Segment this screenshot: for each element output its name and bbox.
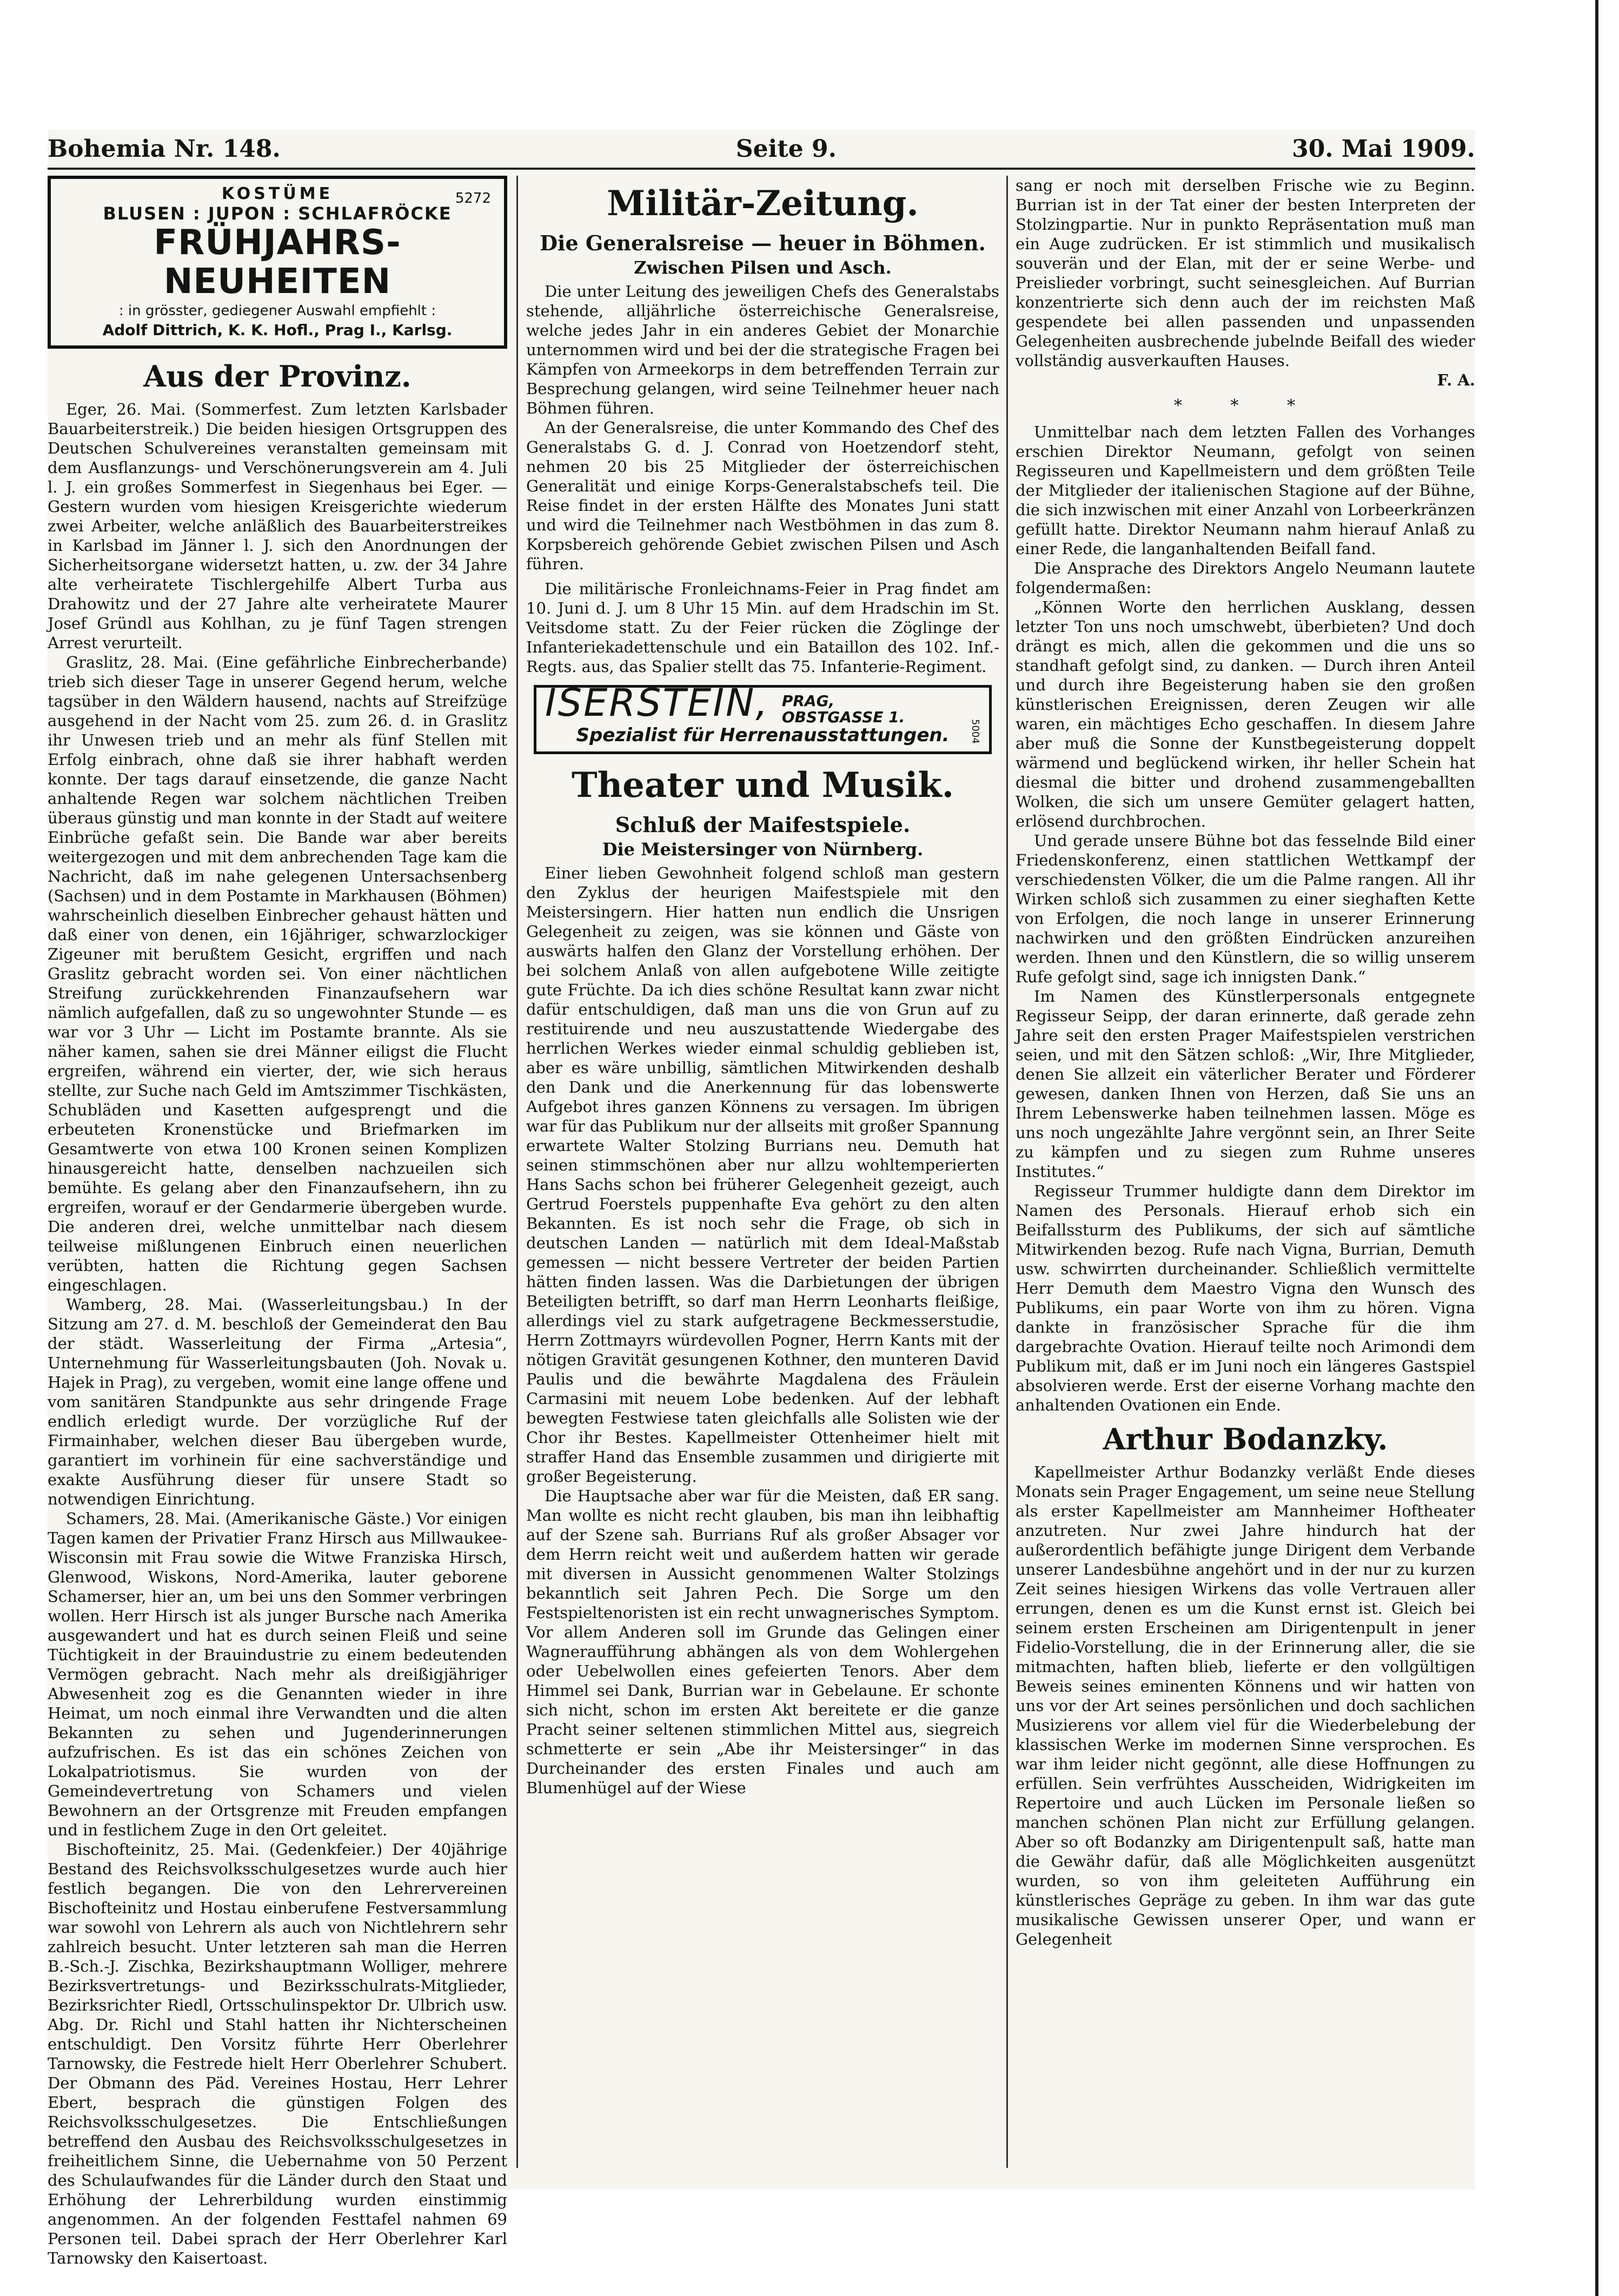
article-paragraph: sang er noch mit derselben Frische wie zu Beginn. Burrian ist in der Tat einer der besten Interpreten der Stolzingpartie. Nur in punkto Repräsentation muß man ein Auge zudrücken. Er ist stimmlich und musikalisch souverän und der Elan, mit der er seine Werbe- und Preislieder vorbringt, sucht seinesgleichen. Auf Burrian konzentrierte sich denn auch der im reichsten Maß gespendete bei allen passenden und unpassenden Gelegenheiten ausbrechende jubelnde Beifall des wieder vollständig ausverkauften Hauses. <box>1016 176 1475 370</box>
article-headline: Schluß der Maifestspiele. <box>615 813 911 837</box>
article-paragraph: Kapellmeister Arthur Bodanzky verläßt Ende dieses Monats sein Prager Engagement, um seine neue Stellung als erster Kapellmeister am Mannheimer Hoftheater anzutreten. Nur zwei Jahre hindurch hat der außerordentlich befähigte junge Dirigent dem Verbande unserer Landesbühne angehört und in der nur zu kurzen Zeit seines hiesigen Wirkens das volle Vertrauen aller errungen, denen es um die Kunst ernst ist. Gleich bei seinem ersten Erscheinen am Dirigentenpult in jener Fidelio-Vorstellung, die in der Erinnerung aller, die sie mitmachten, haften blieb, lieferte er den vollgültigen Beweis seines eminenten Könnens und wir hatten von uns vor der Art seines persönlichen und doch sachlichen Musizierens vor allem viel für die Wiederbelebung der klassischen Werke im modernen Sinne versprochen. Es war ihm leider nicht gegönnt, alle diese Hoffnungen zu erfüllen. Sein verfrühtes Ausscheiden, Widrigkeiten im Repertoire und auch Lücken im Personale ließen so manchen schönen Plan nicht zur Erfüllung gelangen. Aber so oft Bodanzky am Dirigentenpult saß, hatte man die Gewähr dafür, daß alle Möglichkeiten ausgenützt wurden, so von ihm geleiteten Aufführung ein künstlerisches Gepräge zu geben. In ihm war das gute musikalische Gewissen unserer Oper, und wann er Gelegenheit <box>1016 1463 1475 1948</box>
ad-line: Adolf Dittrich, K. K. Hofl., Prag I., Karlsg. <box>102 321 453 339</box>
article-paragraph: An der Generalsreise, die unter Kommando des Chef des Generalstabs G. d. J. Conrad von Hoetzendorf steht, nehmen 20 bis 25 Mitglieder der österreichischen Generalität und einige Korps-Generalstabschefs teil. Die Reise findet in der ersten Hälfte des Monates Juni statt und wird die Teilnehmer nach Westböhmen in das zum 8. Korpsbereich gehörende Gebiet zwischen Pilsen und Asch führen. <box>526 418 999 573</box>
scan-border-right <box>1595 0 1598 2296</box>
article-headline: Die Generalsreise — heuer in Böhmen. <box>540 231 986 255</box>
paper-name: Bohemia Nr. 148. <box>48 135 281 163</box>
article-paragraph: Eger, 26. Mai. (Sommerfest. Zum letzten Karlsbader Bauarbeiterstreik.) Die beiden hiesigen Ortsgruppen des Deutschen Schulvereines veranstalten gemeinsam mit dem Ausflanzungs- und Verschönerungsverein am 4. Juli l. J. ein großes Sommerfest in Siegenhaus bei Eger. — Gestern wurden vom hiesigen Kreisgerichte wiederum zwei Arbeiter, welche anläßlich des Bauarbeiterstreikes in Karlsbad im Jänner l. J. sich den Anordnungen der Sicherheitsorgane widersetzt hatten, u. zw. der 34 Jahre alte verheiratete Tischlergehilfe Albert Turba aus Drahowitz und der 27 Jahre alte verheiratete Maurer Josef Gründl aus Kohlhan, zu je fünf Tagen strengen Arrest verurteilt. <box>48 400 507 652</box>
article-paragraph: Einer lieben Gewohnheit folgend schloß man gestern den Zyklus der heurigen Maifestspiele mit den Meistersingern. Hier hatten nun endlich die Unsrigen Gelegenheit zu zeigen, was sie können und Gäste von auswärts halfen den Glanz der Vorstellung erhöhen. Der bei solchem Anlaß von allen aufgebotene Wille zeitigte gute Früchte. Da ich dies schöne Resultat kann zwar nicht dafür entschuldigen, daß man uns die von Grun auf zu restituirende und neu auszustattende Wiedergabe des herrlichen Werkes wieder einmal schuldig geblieben ist, aber es wäre unbillig, sämtlichen Mitwirkenden deshalb den Dank und die Anerkennung für das lobenswerte Aufgebot ihres ganzen Könnens zu versagen. Im übrigen war für das Publikum nur der allseits mit großer Spannung erwartete Walter Stolzing Burrians neu. Demuth hat seinen stimmschönen aber nur allzu wohltemperierten Hans Sachs schon bei früherer Gelegenheit gezeigt, auch Gertrud Foerstels puppenhafte Eva gehört zu den alten Bekannten. Es ist noch sehr die Frage, ob sich in deutschen Landen — natürlich mit dem Ideal-Maßstab gemessen — nicht bessere Vertreter der beiden Partien hätten finden lassen. Was die Darbietungen der übrigen Beteiligten betrifft, so darf man Herrn Leonharts fleißige, allerdings viel zu stark aufgetragene Beckmesserstudie, Herrn Zottmayrs würdevollen Pogner, Herrn Kants mit der nötigen Gravität gesungenen Kothner, den munteren David Paulis und die bewährte Magdalena des Fräulein Carmasini mit neuem Lobe bedenken. Auf der lebhaft bewegten Festwiese taten gleichfalls alle Solisten wie der Chor ihr Bestes. Kapellmeister Ottenheimer hielt mit straffer Hand das Ensemble zusammen und dirigierte mit großer Begeisterung. <box>526 864 999 1486</box>
article-paragraph: Im Namen des Künstlerpersonals entgegnete Regisseur Seipp, der daran erinnerte, daß gerade zehn Jahre seit den ersten Prager Maifestspielen verstrichen seien, und mit den Sätzen schloß: „Wir, Ihre Mitglieder, denen Sie allzeit ein väterlicher Berater und Förderer gewesen, danken Ihnen von Herzen, daß Sie uns an Ihrem Lebenswerke haben teilnehmen lassen. Möge es uns noch ungezählte Jahre vergönnt sein, an Ihrer Seite zu kämpfen und zu siegen zum Ruhme unseres Institutes.“ <box>1016 987 1475 1181</box>
article-paragraph: Graslitz, 28. Mai. (Eine gefährliche Einbrecherbande) trieb sich dieser Tage in unserer Gegend herum, welche tagsüber in den Wäldern hausend, nachts auf Streifzüge ausgehend in der Nacht vom 25. zum 26. d. in Graslitz ihr Unwesen trieb und an mehr als fünf Stellen mit Erfolg einbrach, ohne daß sie ihrer habhaft werden konnte. Der tags darauf einsetzende, die ganze Nacht anhaltende Regen war solchem nächtlichen Treiben überaus günstig und man konnte in der Stadt auf weitere Einbrüche gefaßt sein. Die Bande war aber bereits weitergezogen und mit dem anbrechenden Tage kam die Nachricht, daß im nahe gelegenen Untersachsenberg (Sachsen) und in dem Postamte in Markhausen (Böhmen) wahrscheinlich dieselben Einbrecher gehaust hätten und daß einer von denen, ein 16jähriger, schwarzlockiger Zigeuner mit berußtem Gesicht, ergriffen und nach Graslitz gebracht worden sei. Von einer nächtlichen Streifung zurückkehrenden Finanzaufsehern war nämlich aufgefallen, daß zu so ungewohnter Stunde — es war vor 3 Uhr — Licht im Postamte brannte. Als sie näher kamen, sahen sie drei Männer eiligst die Flucht ergreifen, während ein vierter, der, wie sich heraus stellte, zur Suche nach Geld im Amtszimmer Tischkästen, Schubläden und Kasetten aufgesprengt und die erbeuteten Kronenstücke und Briefmarken im Gesamtwerte von etwa 100 Kronen seinen Komplizen hinausgereicht hatte, denselben nachzueilen sich bemühte. Es gelang aber den Finanzaufsehern, ihn zu ergreifen, worauf er der Gendarmerie übergeben wurde. Die anderen drei, welche unmittelbar nach diesem teilweise mißlungenen Einbruch einen neuerlichen verübten, hatten die Richtung gegen Sachsen eingeschlagen. <box>48 653 507 1294</box>
ad-line: KOSTÜME <box>221 184 334 203</box>
ad-slogan: Spezialist für Herrenausstattungen. <box>576 724 950 746</box>
article-paragraph: Bischofteinitz, 25. Mai. (Gedenkfeier.) Der 40jährige Bestand des Reichsvolksschulgesetzes wurde auch hier festlich begangen. Die von den Lehrervereinen Bischofteinitz und Hostau einberufene Festversammlung war sowohl von Lehrern als auch von Nichtlehrern sehr zahlreich besucht. Unter letzteren sah man die Herren B.-Sch.-J. Zischka, Bezirkshauptmann Wolliger, mehrere Bezirksvertretungs- und Bezirksschulrats-Mitglieder, Bezirksrichter Riedl, Ortsschulinspektor Dr. Ulbrich usw. Abg. Dr. Richl und Stahl hatten ihr Nichterscheinen entschuldigt. Den Vorsitz führte Herr Oberlehrer Tarnowsky, die Festrede hielt Herr Oberlehrer Schubert. Der Obmann des Päd. Vereines Hostau, Herr Lehrer Ebert, besprach die günstigen Folgen des Reichsvolksschulgesetzes. Die Entschließungen betreffend den Ausbau des Reichsvolksschulgesetzes in freiheitlichem Sinne, die Uebernahme von 50 Perzent des Schulaufwandes für die Länder durch den Staat und Erhöhung der Lehrerbildung wurden einstimmig angenommen. An der folgenden Festtafel nahmen 69 Personen teil. Dabei sprach der Herr Oberlehrer Karl Tarnowsky den Kaisertoast. <box>48 1840 507 2267</box>
ad-city: PRAG, <box>781 692 835 710</box>
article-subheadline: Zwischen Pilsen und Asch. <box>634 257 892 278</box>
issue-date: 30. Mai 1909. <box>1292 135 1475 163</box>
section-title: Theater und Musik. <box>571 765 954 806</box>
article-paragraph: Und gerade unsere Bühne bot das fesselnde Bild einer Friedenskonferenz, einen stattlichen Wettkampf der verschiedensten Völker, die um die Palme rangen. All ihr Wirken schloß sich zusammen zu einer sieghaften Kette von Erfolgen, die noch lange in unserer Erinnerung nachwirken und den größten Eindrücken anzureihen werden. Ihnen und den Künstlern, die so willig unserem Rufe gefolgt sind, sage ich innigsten Dank.“ <box>1016 831 1475 986</box>
article-paragraph: „Können Worte den herrlichen Ausklang, dessen letzter Ton uns noch umschwebt, überbieten? Und doch drängt es mich, allen die gekommen und die uns so standhaft gefolgt sind, zu danken. — Durch ihren Anteil und durch ihre Begeisterung haben sie den großen künstlerischen Ereignissen, deren Zeugen wir alle waren, ein mächtiges Echo geschaffen. In diesem Jahre aber muß die Sonne der Kunstbegeisterung doppelt wärmend und beglückend wirken, ihr heller Schein hat diesmal die bitter und drohend zusammengeballten Wolken, die sich um unsere Gemüter gelagert hatten, erlösend durchbrochen. <box>1016 598 1475 830</box>
article-subheadline: Die Meistersinger von Nürnberg. <box>602 839 924 860</box>
ad-address <box>782 693 905 726</box>
page-number: Seite 9. <box>735 135 837 163</box>
section-title: Militär-Zeitung. <box>607 183 919 224</box>
article-paragraph: Unmittelbar nach dem letzten Fallen des Vorhanges erschien Direktor Neumann, gefolgt von seinen Regisseuren und Kapellmeistern und dem größten Teile der Mitglieder der italienischen Stagione auf der Bühne, die sich inzwischen mit einer Anzahl von Lorbeerkränzen gefüllt hatte. Direktor Neumann nahm hierauf Anlaß zu einer Rede, die langanhaltenden Beifall fand. <box>1016 423 1475 558</box>
ad-line: : in grösster, gediegener Auswahl empfiehlt : <box>118 303 436 319</box>
column-rule <box>516 176 518 2168</box>
section-title: Aus der Provinz. <box>143 359 412 394</box>
article-paragraph: Wamberg, 28. Mai. (Wasserleitungsbau.) In der Sitzung am 27. d. M. beschloß der Gemeinderat den Bau der städt. Wasserleitung der Firma „Artesia“, Unternehmung für Wasserleitungsbauten (Joh. Novak u. Hajek in Prag), zu vergeben, womit eine lange offene und vom sanitären Standpunkte aus sehr dringende Frage endlich erledigt wurde. Der vorzügliche Ruf der Firmainhaber, welchen dieser Bau übergeben wurde, garantiert im vorhinein für eine sachverständige und exakte Ausführung dieser für unsere Stadt so notwendigen Einrichtung. <box>48 1295 507 1508</box>
column-middle <box>526 176 999 2168</box>
article-paragraph: Regisseur Trummer huldigte dann dem Direktor im Namen des Personals. Hierauf erhob sich ein Beifallssturm des Publikums, der sich auf sämtliche Mitwirkenden bezog. Rufe nach Vigna, Burrian, Demuth usw. schwirrten durcheinander. Schließlich vermittelte Herr Demuth dem Maestro Vigna den Wunsch des Publikums, ein paar Worte von ihm zu hören. Vigna dankte in französischer Sprache für die ihm dargebrachte Ovation. Hierauf teilte noch Arimondi dem Publikum mit, daß er im Juni noch ein längeres Gastspiel absolvieren werde. Erst der eiserne Vorhang machte den anhaltenden Ovationen ein Ende. <box>1016 1182 1475 1414</box>
newspaper-page <box>48 130 1475 2267</box>
ad-brand: ISERSTEIN, <box>545 681 769 725</box>
article-paragraph: Die Hauptsache aber war für die Meisten, daß ER sang. Man wollte es nicht recht glauben, bis man ihn leibhaftig auf der Szene sah. Burrians Ruf als großer Absager vor dem Herrn reicht weit und außerdem hatten wir gerade mit diversen in Aussicht genommenen Walter Stolzings bekanntlich seit Jahren Pech. Die Sorge um den Festspieltenoristen ist ein recht unwagnerisches Symptom. Vor allem Anderen soll im Grunde das Gelingen einer Wagneraufführung abhängen als von dem Wohlergehen oder Uebelwollen eines gefeierten Tenors. Aber dem Himmel sei Dank, Burrian war in Gebelaune. Er schonte sich nicht, schon im ersten Akt bereitete er die ganze Pracht seiner seltenen stimmlichen Mittel aus, siegreich schmetterte er sein „Abe ihr Meistersinger“ in das Durcheinander des ersten Finales und auch am Blumenhügel auf der Wiese <box>526 1487 999 1797</box>
column-left <box>48 176 507 2267</box>
article-paragraph: Die unter Leitung des jeweiligen Chefs des Generalstabs stehende, alljährliche österreichische Generalsreise, welche jedes Jahr in ein anderes Gebiet der Monarchie unternommen wird und bei der die strategische Fragen bei Kämpfen von Armeekorps in dem betreffenden Terrain zur Besprechung gelangen, wird seine Teilnehmer heuer nach Böhmen führen. <box>526 282 999 417</box>
section-divider: * * * <box>1173 396 1317 415</box>
column-right <box>1016 176 1475 2168</box>
article-paragraph: Die Ansprache des Direktors Angelo Neumann lautete folgendermaßen: <box>1016 559 1475 597</box>
ad-code: 5004 <box>970 719 981 744</box>
ad-headline: FRÜHJAHRS-NEUHEITEN <box>154 223 401 302</box>
ad-line: BLUSEN : JUPON : SCHLAFRÖCKE <box>103 203 452 224</box>
column-rule <box>1006 176 1008 2168</box>
ad-street: OBSTGASSE 1. <box>781 708 905 726</box>
article-paragraph: Schamers, 28. Mai. (Amerikanische Gäste.) Vor einigen Tagen kamen der Privatier Franz Hirsch aus Millwaukee-Wisconsin mit Frau sowie die Witwe Franziska Hirsch, Glenwood, Wiskons, Nord-Amerika, lauter geborene Schamerser, hier an, um bei uns den Sommer verbringen wollen. Herr Hirsch ist als junger Bursche nach Amerika ausgewandert und hat es durch seinen Fleiß und seine Tüchtigkeit in der Brauindustrie zu einem bedeutenden Vermögen gebracht. Nach mehr als dreißigjähriger Abwesenheit zog es die Genannten wieder in ihre Heimat, um noch einmal ihre Verwandten und die alten Bekannten zu sehen und Jugenderinnerungen aufzufrischen. Es ist das ein schönes Zeichen von Lokalpatriotismus. Sie wurden von der Gemeindevertretung von Schamers und vielen Bewohnern an der Ortsgrenze mit Freuden empfangen und in festlichem Zuge in den Ort geleitet. <box>48 1509 507 1839</box>
advertisement-iserstein <box>534 681 992 754</box>
advertisement-kostueme <box>48 176 507 349</box>
author-signature: F. A. <box>1437 371 1475 389</box>
article-paragraph: Die militärische Fronleichnams-Feier in Prag findet am 10. Juni d. J. um 8 Uhr 15 Min. auf dem Hradschin im St. Veitsdome statt. Zu der Feier rücken die Zöglinge der Infanteriekadettenschule und ein Bataillon des 102. Inf.-Regts. aus, das Spalier stellt das 75. Infanterie-Regiment. <box>526 580 999 676</box>
ad-number: 5272 <box>455 190 491 207</box>
running-head <box>48 130 1475 170</box>
section-title: Arthur Bodanzky. <box>1103 1422 1388 1456</box>
